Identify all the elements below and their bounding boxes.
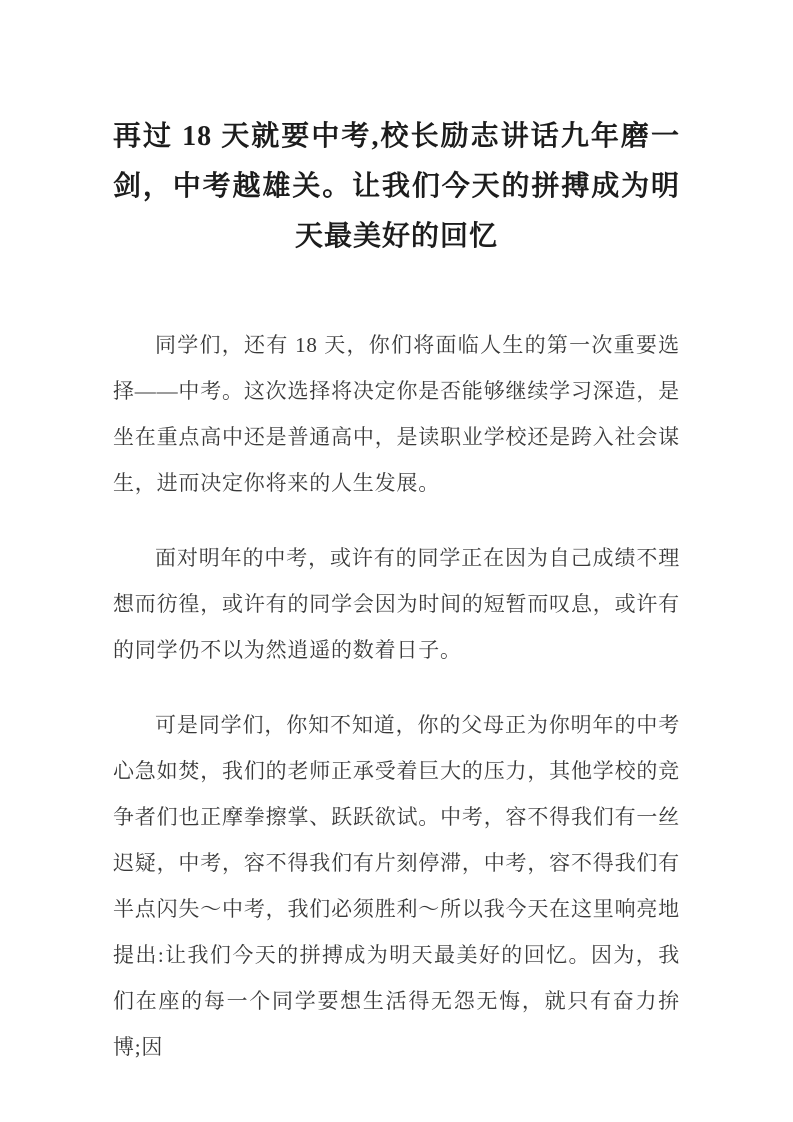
document-content bbox=[113, 0, 680, 1070]
document-body bbox=[113, 322, 680, 1070]
document-title: 再过 18 天就要中考,校长励志讲话九年磨一剑，中考越雄关。让我们今天的拼搏成为明天最美好的回忆 bbox=[113, 121, 680, 252]
paragraph-2: 面对明年的中考，或许有的同学正在因为自己成绩不理想而彷徨，或许有的同学会因为时间的短暂而叹息，或许有的同学仍不以为然逍遥的数着日子。 bbox=[113, 546, 680, 662]
paragraph-1: 同学们，还有 18 天，你们将面临人生的第一次重要选择——中考。这次选择将决定你是否能够继续学习深造，是坐在重点高中还是普通高中，是读职业学校还是跨入社会谋生，进而决定你将来的人生发展。 bbox=[113, 333, 680, 495]
paragraph-3: 可是同学们，你知不知道，你的父母正为你明年的中考心急如焚，我们的老师正承受着巨大的压力，其他学校的竞争者们也正摩拳擦掌、跃跃欲试。中考，容不得我们有一丝迟疑，中考，容不得我们有片刻停滞，中考，容不得我们有半点闪失～中考，我们必须胜利～所以我今天在这里响亮地提出:让我们今天的拼搏成为明天最美好的回忆。因为，我们在座的每一个同学要想生活得无怨无悔，就只有奋力拚博;因 bbox=[113, 713, 680, 1059]
